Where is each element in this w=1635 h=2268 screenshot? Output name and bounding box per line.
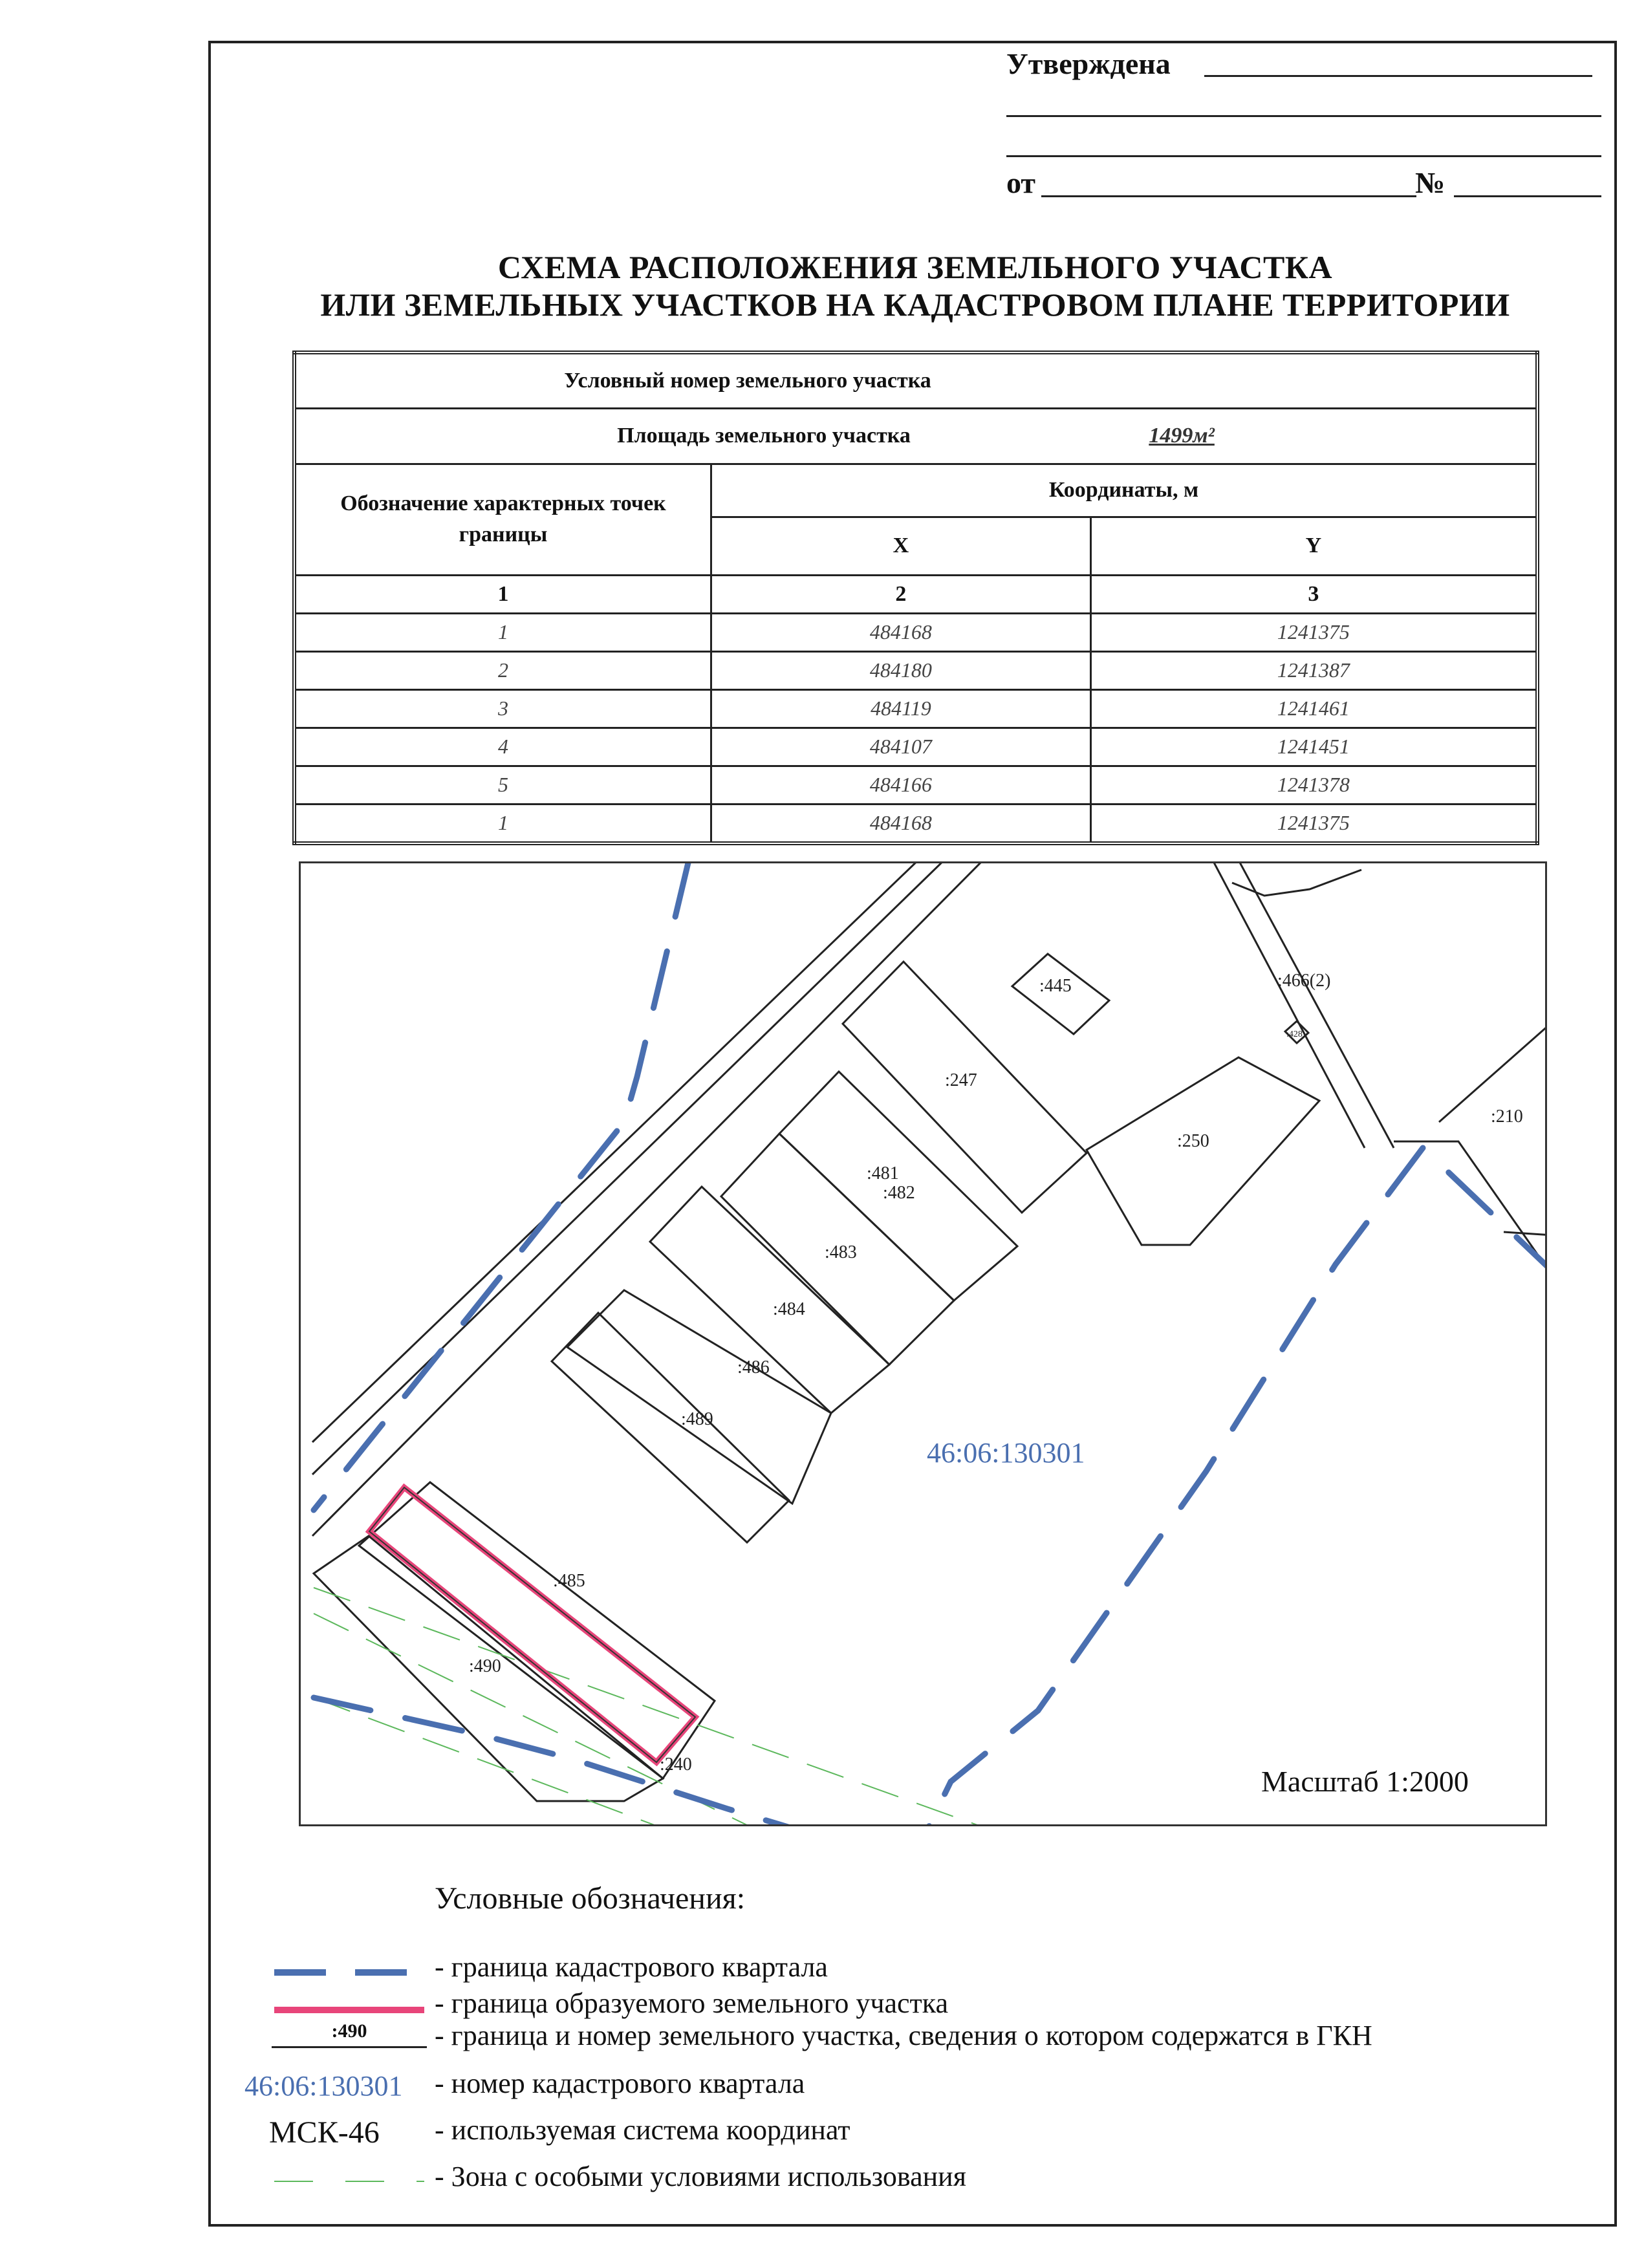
- map-canvas: [301, 863, 1547, 1826]
- legend-item-quarter-number: - номер кадастрового квартала: [435, 2068, 805, 2099]
- parcel-label: :482: [883, 1183, 915, 1203]
- number-label: №: [1415, 166, 1446, 199]
- area-row: [294, 408, 1537, 464]
- parcel-label: :247: [945, 1070, 977, 1090]
- parcel-label: :481: [867, 1163, 899, 1183]
- parcel-label: :240: [660, 1755, 692, 1775]
- coordinates-table: [292, 351, 1539, 845]
- table-row: 1 484168 1241375: [294, 613, 1537, 651]
- points-header: Обозначение характерных точек границы: [294, 464, 711, 575]
- quarter-boundary: [928, 1148, 1547, 1826]
- legend-quarter-symbol: [272, 1966, 427, 1979]
- legend-new-parcel-symbol: [272, 2003, 427, 2016]
- col-number-1: 1: [294, 575, 711, 613]
- zone-boundary: [314, 1588, 986, 1826]
- coords-header: Координаты, м: [711, 464, 1538, 517]
- parcel-label: :484: [773, 1299, 805, 1319]
- approved-line-2: [1006, 115, 1601, 117]
- quarter-number: 46:06:130301: [927, 1437, 1085, 1469]
- parcel-489: [552, 1313, 789, 1542]
- table-row: 5 484166 1241378: [294, 766, 1537, 804]
- quarter-boundary: [314, 1698, 792, 1826]
- legend-coord-system: МСК-46: [269, 2115, 380, 2150]
- date-line: [1041, 195, 1416, 197]
- parcel-label: :466(2): [1277, 971, 1331, 991]
- table-row: 2 484180 1241387: [294, 651, 1537, 689]
- zone-boundary: [314, 1698, 663, 1826]
- legend-quarter-number-sample: 46:06:130301: [244, 2070, 403, 2102]
- parcel-label: :210: [1491, 1107, 1523, 1127]
- parcel-label: :445: [1039, 976, 1072, 996]
- from-label: от: [1006, 166, 1035, 199]
- cadastral-map: [299, 861, 1547, 1826]
- col-number-3: 3: [1090, 575, 1537, 613]
- parcel-label: :428: [1286, 1030, 1303, 1039]
- parcel-485: [359, 1482, 715, 1778]
- quarter-boundary: [314, 863, 689, 1510]
- parcel-label: :486: [737, 1357, 770, 1377]
- legend-item-parcel: - граница и номер земельного участка, сведения о котором содержатся в ГКН: [435, 2020, 1372, 2051]
- approved-line-3: [1006, 155, 1601, 157]
- page-title-line2: ИЛИ ЗЕМЕЛЬНЫХ УЧАСТКОВ НА КАДАСТРОВОМ ПЛАНЕ ТЕРРИТОРИИ: [320, 286, 1510, 323]
- road-edge: [312, 863, 947, 1474]
- parcel-label: :485: [553, 1571, 585, 1591]
- table-row: 3 484119 1241461: [294, 689, 1537, 728]
- table-row: 1 484168 1241375: [294, 804, 1537, 843]
- road-edge: [1213, 863, 1365, 1148]
- approved-line: [1204, 75, 1592, 77]
- legend-parcel-symbol: :490: [272, 2020, 427, 2048]
- approved-label: Утверждена: [1006, 47, 1171, 80]
- y-header: Y: [1090, 517, 1537, 575]
- table-row: 4 484107 1241451: [294, 728, 1537, 766]
- legend-zone-symbol: [272, 2178, 427, 2185]
- area-value: 1499м²: [1149, 424, 1215, 448]
- legend-item-new-parcel: - граница образуемого земельного участка: [435, 1987, 948, 2019]
- parcel-484: [650, 1187, 889, 1413]
- legend-title: Условные обозначения:: [435, 1881, 746, 1916]
- road-edge: [312, 863, 922, 1442]
- parcel-boundary: [1504, 1232, 1547, 1235]
- x-header: X: [711, 517, 1091, 575]
- number-line: [1454, 195, 1601, 197]
- map-scale: Масштаб 1:2000: [1261, 1765, 1469, 1798]
- parcel-number-row: Условный номер земельного участка: [294, 352, 1537, 408]
- parcel-label: :490: [469, 1656, 501, 1676]
- area-label: Площадь земельного участка: [617, 424, 911, 448]
- col-number-2: 2: [711, 575, 1091, 613]
- parcel-label: :250: [1177, 1131, 1209, 1151]
- parcel-label: :483: [825, 1242, 857, 1262]
- page-title-line1: СХЕМА РАСПОЛОЖЕНИЯ ЗЕМЕЛЬНОГО УЧАСТКА: [497, 249, 1333, 285]
- legend-item-zone: - Зона с особыми условиями использования: [435, 2161, 966, 2192]
- parcel-250: [1087, 1057, 1319, 1245]
- parcel-label: :489: [681, 1409, 713, 1429]
- legend-item-quarter: - граница кадастрового квартала: [435, 1951, 828, 1983]
- legend-item-coord-system: - используемая система координат: [435, 2114, 850, 2146]
